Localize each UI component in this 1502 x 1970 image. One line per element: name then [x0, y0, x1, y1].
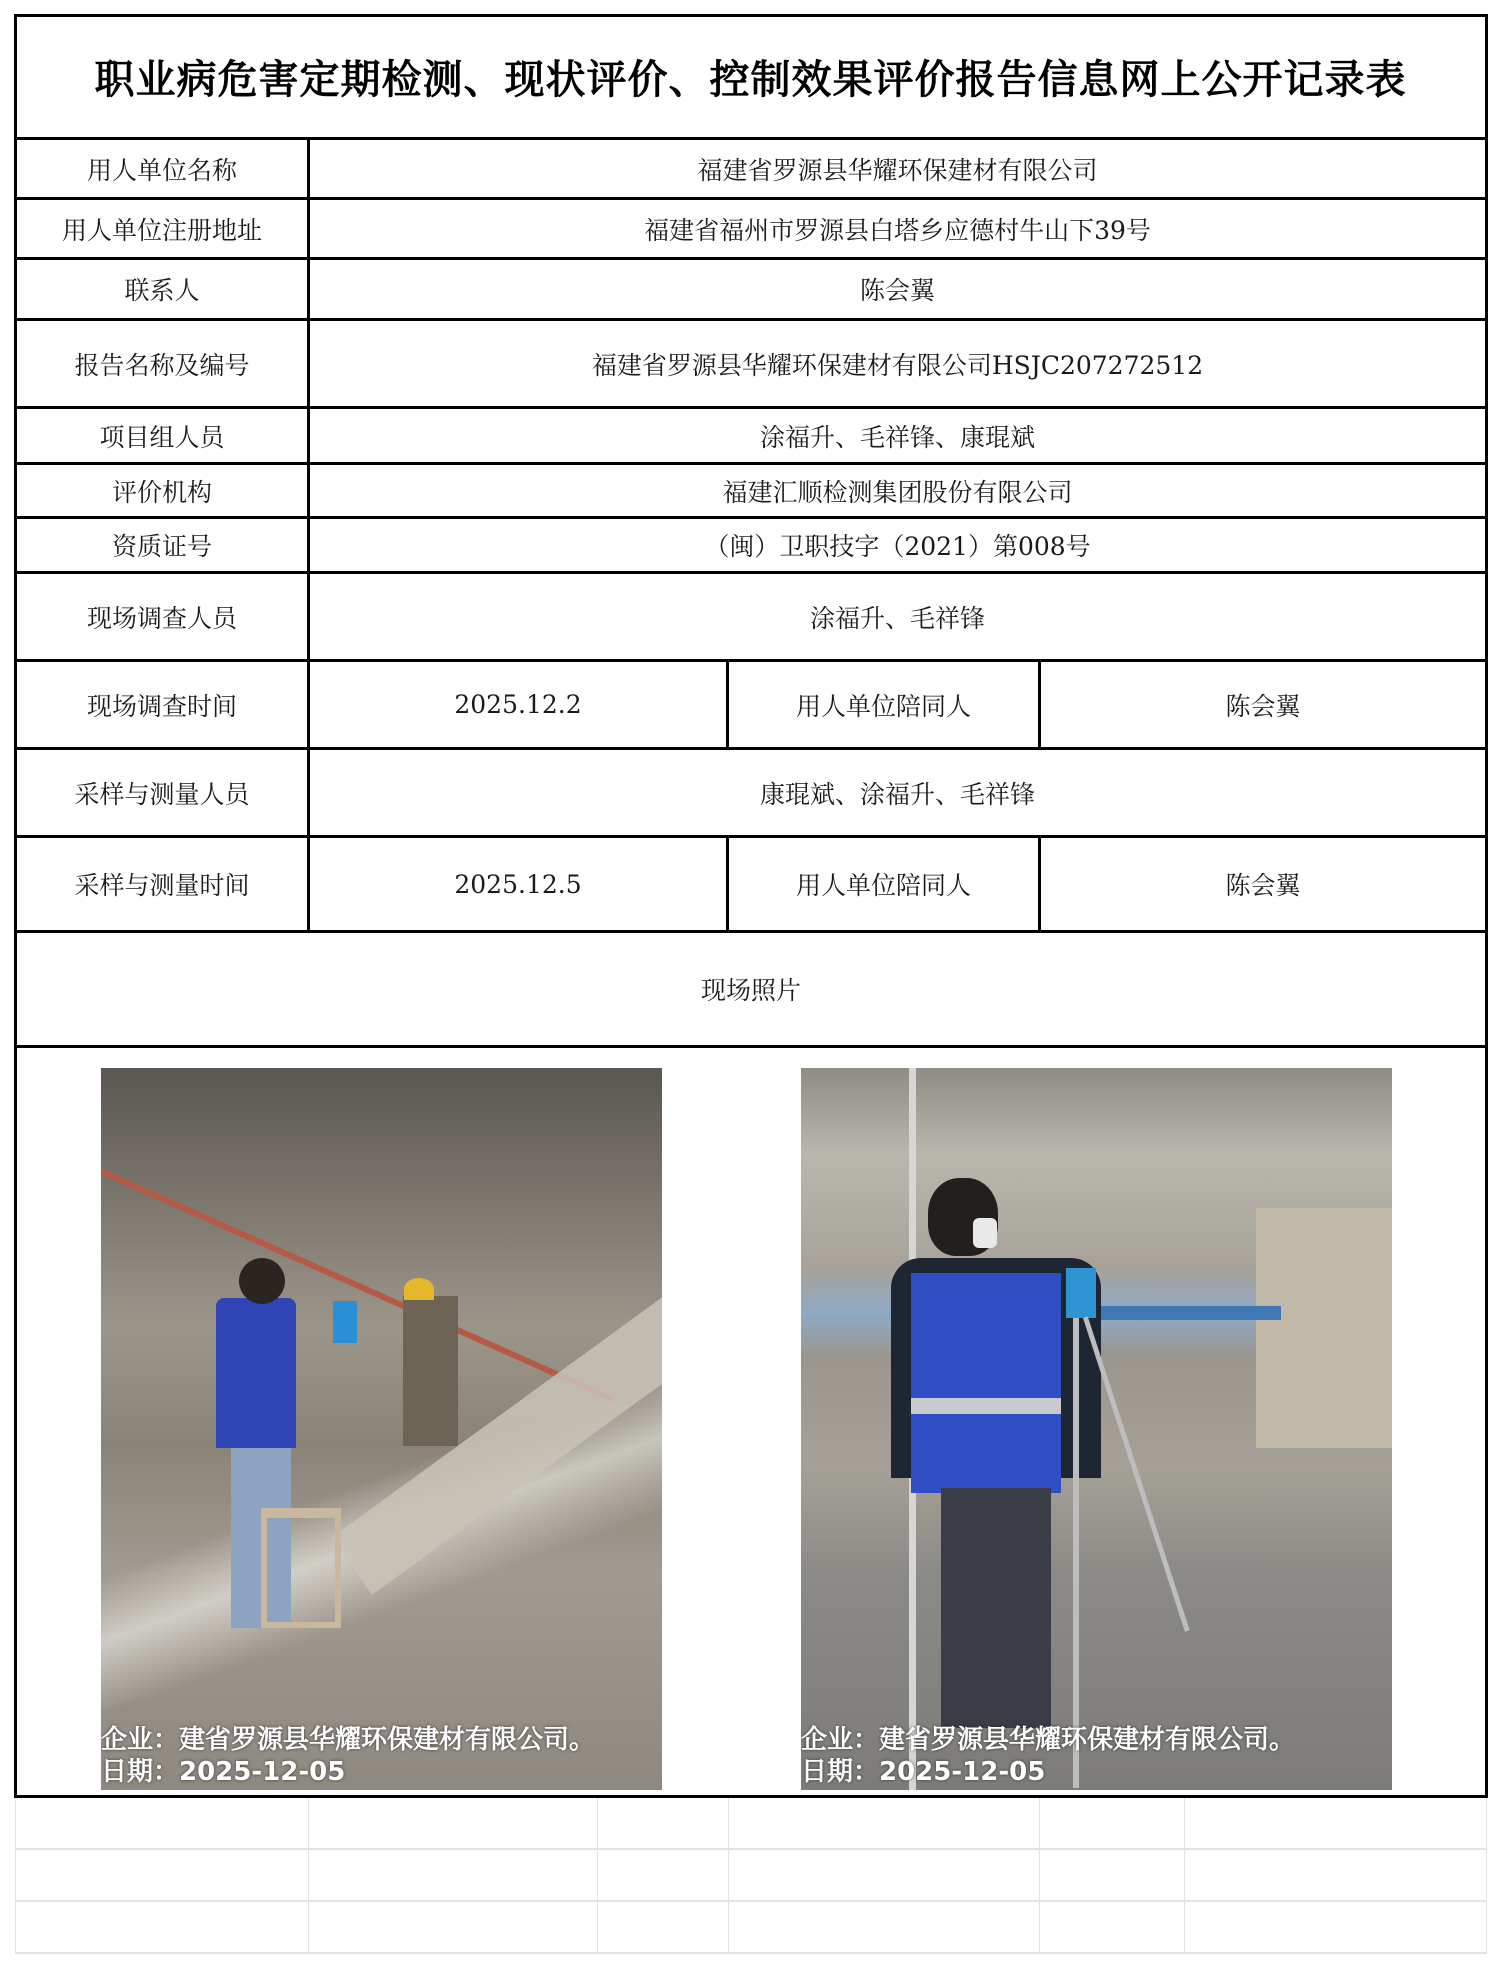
grid-line: [15, 1848, 1486, 1850]
value-registered-address: 福建省福州市罗源县白塔乡应德村牛山下39号: [644, 215, 1151, 245]
measuring-instrument: [333, 1301, 357, 1343]
value-sampling-time: 2025.12.5: [454, 869, 582, 899]
value-qualification-number: （闽）卫职技字（2021）第008号: [704, 532, 1091, 561]
worker-vest: [911, 1273, 1061, 1493]
label-evaluation-agency: 评价机构: [111, 477, 212, 507]
label-sampling-staff: 采样与测量人员: [74, 779, 250, 809]
page-title: 职业病危害定期检测、现状评价、控制效果评价报告信息网上公开记录表: [94, 56, 1407, 103]
grid-line: [15, 1952, 1486, 1954]
grid-line: [1039, 1798, 1040, 1954]
measuring-instrument: [1066, 1268, 1096, 1318]
grid-line: [728, 1798, 729, 1954]
conveyor-belt: [331, 1291, 662, 1595]
grid-line: [15, 1900, 1486, 1902]
face-mask: [973, 1218, 997, 1248]
vest-stripe: [911, 1398, 1061, 1414]
value-sampling-staff: 康琨斌、涂福升、毛祥锋: [759, 779, 1035, 809]
roof-beam: [101, 1168, 613, 1402]
label-employer-name: 用人单位名称: [86, 155, 237, 185]
value-employer-name: 福建省罗源县华耀环保建材有限公司: [697, 155, 1098, 185]
label-survey-companion: 用人单位陪同人: [795, 691, 971, 721]
value-report-name-number: 福建省罗源县华耀环保建材有限公司HSJC207272512: [591, 350, 1204, 380]
photo-1-caption: [101, 1724, 595, 1788]
border-top: [14, 14, 1488, 17]
photo-1-company: 企业：建省罗源县华耀环保建材有限公司。: [101, 1725, 596, 1755]
label-sampling-time: 采样与测量时间: [74, 871, 250, 900]
grid-line: [308, 1798, 309, 1954]
value-evaluation-agency: 福建汇顺检测集团股份有限公司: [722, 477, 1073, 507]
grid-line: [1486, 1798, 1487, 1954]
grid-line: [1184, 1798, 1185, 1954]
label-report-name-number: 报告名称及编号: [74, 350, 250, 380]
value-project-team: 涂福升、毛祥锋、康琨斌: [759, 422, 1035, 452]
stool: [261, 1508, 341, 1628]
label-registered-address: 用人单位注册地址: [61, 215, 262, 245]
site-photo-2: [801, 1068, 1392, 1790]
grid-line: [15, 1798, 16, 1954]
grid-line: [597, 1798, 598, 1954]
label-sampling-companion: 用人单位陪同人: [795, 871, 971, 900]
worker-vest: [216, 1298, 296, 1448]
label-qualification-number: 资质证号: [111, 532, 212, 561]
label-contact-person: 联系人: [124, 276, 200, 305]
value-sampling-companion: 陈会翼: [1225, 871, 1301, 900]
photo-1-date: 日期：2025-12-05: [101, 1757, 346, 1787]
label-site-photos: 现场照片: [700, 976, 801, 1005]
border-bottom: [14, 1795, 1488, 1798]
label-project-team: 项目组人员: [99, 422, 225, 452]
second-worker: [403, 1296, 458, 1446]
value-contact-person: 陈会翼: [859, 276, 935, 305]
value-survey-companion: 陈会翼: [1225, 691, 1301, 721]
photo-2-caption: [801, 1724, 1295, 1788]
site-photo-1: [101, 1068, 662, 1790]
worker-legs: [941, 1488, 1051, 1728]
label-survey-staff: 现场调查人员: [86, 603, 237, 633]
row-divider: [14, 1045, 1488, 1048]
value-survey-time: 2025.12.2: [454, 690, 582, 719]
label-survey-time: 现场调查时间: [86, 691, 237, 721]
worker-head: [239, 1258, 285, 1304]
machinery: [1256, 1208, 1392, 1448]
border-right: [1485, 14, 1488, 1798]
photo-2-company: 企业：建省罗源县华耀环保建材有限公司。: [801, 1725, 1296, 1755]
tripod-leg: [1073, 1318, 1079, 1788]
photo-2-date: 日期：2025-12-05: [801, 1757, 1046, 1787]
hard-hat: [404, 1278, 434, 1300]
value-survey-staff: 涂福升、毛祥锋: [809, 603, 985, 633]
